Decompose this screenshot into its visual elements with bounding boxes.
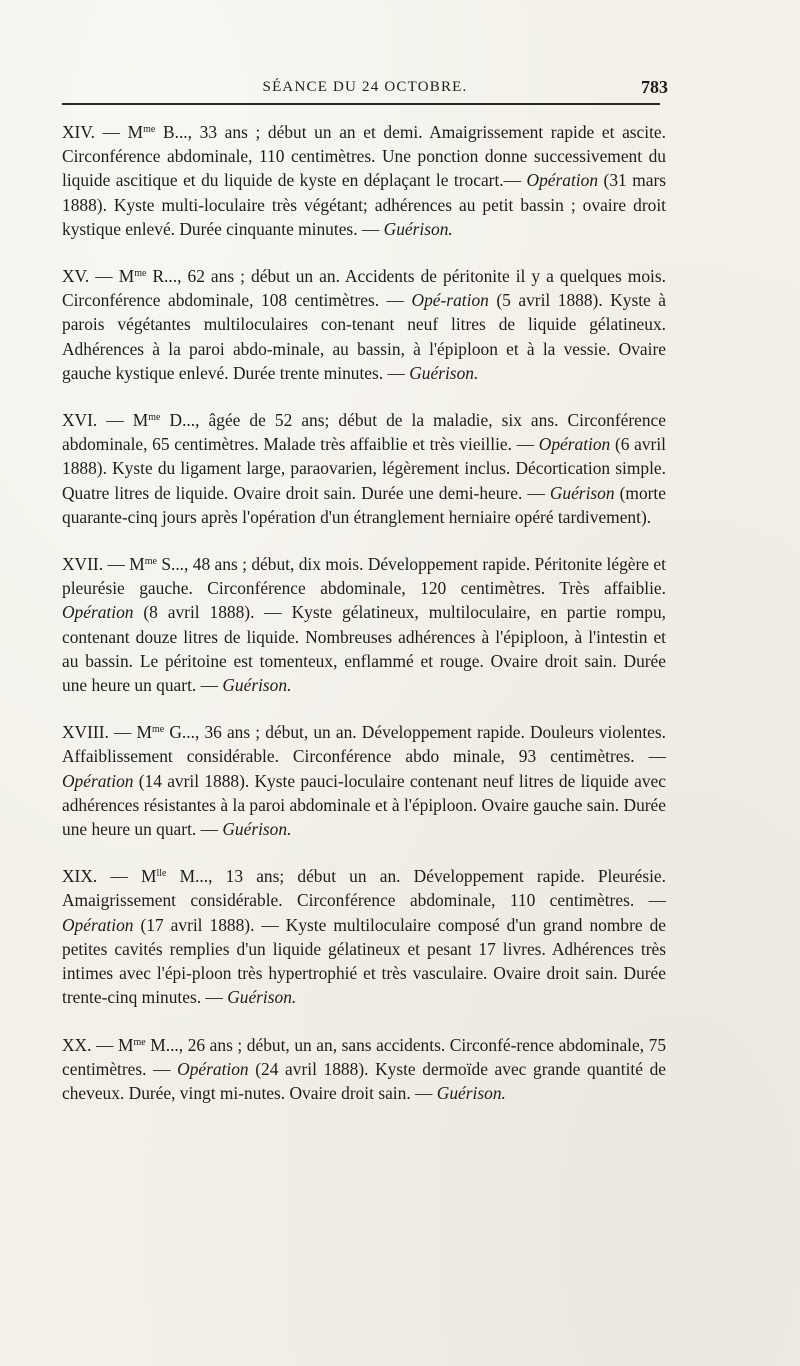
case-name: G...,: [169, 722, 200, 743]
case-entry: XV. — $M^{me}$ R..., 62 ans ; début un an. Accidents de péritonite il y a quelques mois. Circonférence abdominale, 108 centimètres. — Opé-ration (5 avril 1888). Kyste à parois végétantes multiloculaires con-tenant neuf litres de liquide gélatineux. Adhérences à la paroi abdo-minale, au bassin, à l'épiploon et à la vessie. Ovaire gauche kystique enlevé. Durée trente minutes. — Guérison.: [62, 266, 667, 383]
case-findings: (6 avril 1888). Kyste du ligament large, paraovarien, légèrement inclus. Décortication simple. Quatre litres de liquide. Ovaire droit sain. Durée une demi-heure. —: [62, 434, 666, 503]
case-findings: (5 avril 1888). Kyste à parois végétantes multiloculaires con-tenant neuf litres de liquide gélatineux. Adhérences à la paroi abdo-minale, au bassin, à l'épiploon et à la vessie. Ovaire gauche kystique enlevé. Durée trente minutes. —: [62, 290, 667, 383]
case-history: 48 ans ; début, dix mois. Développement rapide. Péritonite légère et pleurésie gauche. Circonférence abdominale, 120 centimètres. Très affaiblie.: [62, 554, 666, 599]
case-number: XVIII.: [62, 722, 109, 743]
case-note: (morte quarante-cinq jours après l'opération d'un étranglement herniaire opéré tardivement).: [62, 482, 666, 527]
case-title: M: [140, 866, 157, 887]
case-outcome: Guérison.: [227, 987, 297, 1008]
case-history: 62 ans ; début un an. Accidents de péritonite il y a quelques mois. Circonférence abdominale, 108 centimètres. —: [62, 266, 666, 311]
operation-label: Opération: [62, 770, 134, 791]
case-name: M...,: [150, 1034, 184, 1055]
case-entry: XX. — $M^{me}$ M..., 26 ans ; début, un an, sans accidents. Circonfé-rence abdominale, 75 centimètres. — Opération (24 avril 1888). Kyste dermoïde avec grande quantité de cheveux. Durée, vingt mi-nutes. Ovaire droit sain. — Guérison.: [62, 1034, 667, 1103]
case-outcome: Guérison.: [222, 819, 292, 840]
case-title: M: [136, 722, 152, 743]
case-title-sup: me: [151, 724, 165, 736]
case-list: [62, 120, 666, 1128]
case-title-sup: me: [143, 124, 156, 135]
case-entry: XVI. — $M^{me}$ D..., âgée de 52 ans; début de la maladie, six ans. Circonférence abdominale, 65 centimètres. Malade très affaiblie et très vieillie. — Opération (6 avril 1888). Kyste du ligament large, paraovarien, légèrement inclus. Décortication simple. Quatre litres de liquide. Ovaire droit sain. Durée une demi-heure. — Guérison (morte quarante-cinq jours après l'opération d'un étranglement herniaire opéré tardivement).: [62, 410, 666, 527]
case-number: XIX.: [62, 866, 98, 887]
case-number: XIV.: [62, 122, 96, 142]
case-history: 26 ans ; début, un an, sans accidents. Circonfé-rence abdominale, 75 centimètres. —: [62, 1034, 667, 1079]
case-name: R...,: [152, 266, 182, 287]
page-header: [62, 76, 668, 100]
operation-label: Opé-ration: [411, 290, 489, 311]
case-number: XV.: [62, 266, 90, 287]
case-findings: (8 avril 1888). — Kyste gélatineux, multiloculaire, en partie rompu, contenant douze litres de liquide. Nombreuses adhérences à l'épiploon, à l'intestin et au bassin. Le péritoine est tomenteux, enflammé et rouge. Ovaire droit sain. Durée une heure un quart. —: [62, 602, 666, 696]
case-title: M: [127, 122, 144, 142]
case-history: 13 ans; début un an. Développement rapide. Pleurésie. Amaigrissement considérable. Circonférence abdominale, 110 centimètres. —: [62, 866, 666, 911]
case-outcome: Guérison.: [409, 362, 479, 383]
case-title-sup: me: [148, 412, 161, 424]
case-entry: XIV. — $M^{me}$ B..., 33 ans ; début un an et demi. Amaigrissement rapide et ascite. Circonférence abdominale, 110 centimètres. Une ponction donne successivement du liquide ascitique et du liquide de kyste en déplaçant le trocart.— Opération (31 mars 1888). Kyste multi-loculaire très végétant; adhérences au petit bassin ; ovaire droit kystique enlevé. Durée cinquante minutes. — Guérison.: [62, 122, 667, 239]
case-number: XX.: [62, 1034, 92, 1055]
case-findings: (17 avril 1888). — Kyste multiloculaire composé d'un grand nombre de petites cavités remplies d'un liquide gélatineux et pesant 17 livres. Adhérences très intimes avec l'épi-ploon très hypertrophié et très vasculaire. Ovaire droit sain. Durée trente-cinq minutes. —: [62, 914, 666, 1008]
case-name: M...,: [179, 866, 213, 887]
case-entry: XIX. — $M^{lle}$ M..., 13 ans; début un an. Développement rapide. Pleurésie. Amaigrissement considérable. Circonférence abdominale, 110 centimètres. — Opération (17 avril 1888). — Kyste multiloculaire composé d'un grand nombre de petites cavités remplies d'un liquide gélatineux et pesant 17 livres. Adhérences très intimes avec l'épi-ploon très hypertrophié et très vasculaire. Ovaire droit sain. Durée trente-cinq minutes. — Guérison.: [62, 866, 666, 1008]
operation-label: Opération: [62, 602, 134, 623]
case-outcome: Guérison: [549, 482, 615, 503]
operation-label: Opération: [177, 1058, 249, 1079]
case-title: M: [118, 266, 135, 287]
case-outcome: Guérison.: [436, 1082, 506, 1103]
case-outcome: Guérison.: [383, 218, 453, 239]
case-title-sup: me: [144, 556, 157, 568]
case-title: M: [118, 1034, 134, 1055]
case-title: M: [132, 410, 149, 431]
page-number: 783: [641, 77, 668, 97]
case-name: S...,: [161, 554, 189, 575]
case-number: XVI.: [62, 410, 98, 431]
case-title-sup: lle: [156, 868, 167, 880]
case-entry: XVIII. — $M^{me}$ G..., 36 ans ; début, un an. Développement rapide. Douleurs violentes. Affaiblissement considérable. Circonférence abdo minale, 93 centimètres. — Opération (14 avril 1888). Kyste pauci-loculaire contenant neuf litres de liquide avec adhérences résistantes à la paroi abdominale et à l'épiploon. Ovaire gauche sain. Durée une heure un quart. — Guérison.: [62, 722, 666, 840]
operation-label: Opération: [62, 914, 134, 935]
case-entry: XVII. — $M^{me}$ S..., 48 ans ; début, dix mois. Développement rapide. Péritonite légère et pleurésie gauche. Circonférence abdominale, 120 centimètres. Très affaiblie. Opération (8 avril 1888). — Kyste gélatineux, multiloculaire, en partie rompu, contenant douze litres de liquide. Nombreuses adhérences à l'épiploon, à l'intestin et au bassin. Le péritoine est tomenteux, enflammé et rouge. Ovaire droit sain. Durée une heure un quart. — Guérison.: [62, 554, 666, 696]
operation-label: Opération: [538, 434, 611, 455]
case-findings: (14 avril 1888). Kyste pauci-loculaire contenant neuf litres de liquide avec adhérences résistantes à la paroi abdominale et à l'épiploon. Ovaire gauche sain. Durée une heure un quart. —: [62, 770, 666, 840]
case-number: XVII.: [62, 554, 104, 575]
header-rule: [62, 103, 660, 105]
case-name: B...,: [163, 122, 192, 142]
case-findings: (31 mars 1888). Kyste multi-loculaire très végétant; adhérences au petit bassin ; ovaire droit kystique enlevé. Durée cinquante minutes. —: [62, 170, 667, 239]
case-history: 36 ans ; début, un an. Développement rapide. Douleurs violentes. Affaiblissement considérable. Circonférence abdo minale, 93 centimètres. —: [62, 722, 666, 767]
case-findings: (24 avril 1888). Kyste dermoïde avec grande quantité de cheveux. Durée, vingt mi-nutes. Ovaire droit sain. —: [62, 1058, 666, 1103]
running-title: SÉANCE DU 24 OCTOBRE.: [262, 79, 468, 95]
case-history: âgée de 52 ans; début de la maladie, six ans. Circonférence abdominale, 65 centimètres. Malade très affaiblie et très vieillie. —: [62, 410, 666, 455]
case-title: M: [129, 554, 145, 575]
case-outcome: Guérison.: [222, 675, 292, 696]
case-title-sup: me: [134, 268, 147, 280]
case-name: D...,: [169, 410, 200, 431]
case-history: 33 ans ; début un an et demi. Amaigrissement rapide et ascite. Circonférence abdominale, 110 centimètres. Une ponction donne successivement du liquide ascitique et du liquide de kyste en déplaçant le trocart.—: [62, 122, 666, 191]
operation-label: Opération: [526, 170, 599, 191]
case-title-sup: me: [133, 1036, 146, 1048]
